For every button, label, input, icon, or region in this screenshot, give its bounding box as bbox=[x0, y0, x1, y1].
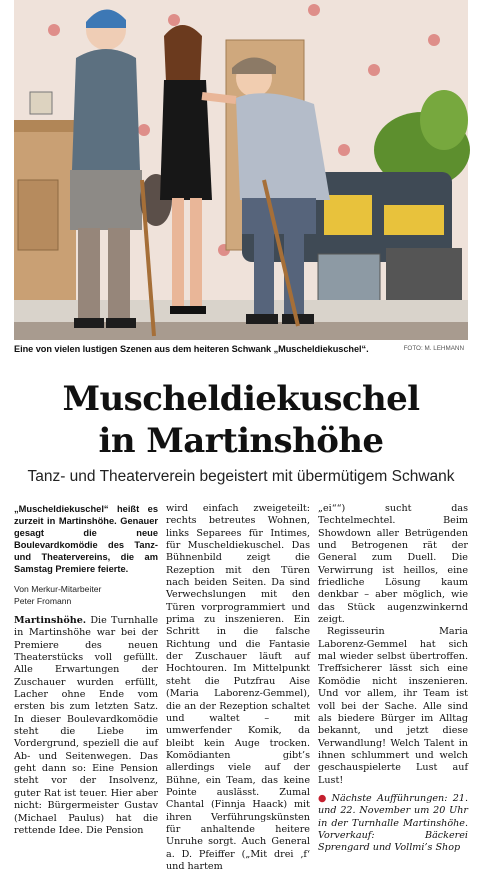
byline-role: Von Merkur-Mitarbeiter bbox=[14, 584, 102, 594]
article-column-1 bbox=[14, 503, 158, 836]
headline bbox=[0, 378, 482, 462]
article-column-3 bbox=[318, 503, 468, 854]
photo-credit: FOTO: M. LEHMANN bbox=[403, 345, 464, 352]
photo-caption: Eine von vielen lustigen Szenen aus dem heiteren Schwank „Muscheldiekuschel“. bbox=[14, 344, 369, 354]
headline-line-1: Muscheldiekuschel bbox=[62, 379, 420, 419]
column-1-body: Die Turnhalle in Martinshöhe war bei der Premiere des neuen Theaterstücks voll gefüllt. Alle Erwartungen der Zuschauer wurden erfüllt, Lacher ohne Ende vom ersten bis zum letzten Satz. In dieser Boulevardkomödie steht die Liebe im Vordergrund, speziell die auf Ab- und Seitenwegen. Das geht dann so: Eine Pension steht vor der Insolvenz, guter Rat ist teuer. Hier aber nicht: Bürgermeister Gustav (Michael Paulus) hat die rettende Idee. Die Pension bbox=[14, 615, 158, 836]
byline-author: Peter Fromann bbox=[14, 595, 72, 606]
headline-line-2: in Martinshöhe bbox=[98, 421, 384, 461]
byline bbox=[14, 584, 158, 607]
bullet-icon: ● bbox=[318, 792, 329, 804]
column-2-body: wird einfach zweigeteilt: rechts betreutes Wohnen, links Separees für Intimes, für Muscheldiekuschel. Das Bühnenbild zeigt die Rezeption mit den Türen nach beiden Seiten. Da sind Verwechslungen mit den Türen vorprogrammiert und prima zu inszenieren. Ein Schritt in die falsche Richtung und die Fantasie der Zuschauer läuft auf Hochtouren. Im Mittelpunkt steht die Putzfrau Aise (Maria Laborenz-Gemmel), die an der Rezeption schaltet und waltet – mit umwerfender Komik, da bleibt kein Auge trocken. Komödianten gibt’s allerdings viele auf der Bühne, ein Team, das keine Pointe auslässt. Zumal Chantal (Finnja Haack) mit ihren Verführungskünsten für anhaltende heitere Unruhe sorgt. Auch General a. D. Pfeiffer („Mit drei ‚f‘ und hartem bbox=[166, 503, 310, 872]
subheadline: Tanz- und Theaterverein begeistert mit übermütigem Schwank bbox=[27, 468, 455, 485]
photo-caption-row bbox=[14, 344, 468, 360]
column-3-paragraph-1: „ei““) sucht das Techtelmechtel. Beim Showdown aller Betrügenden und Betrogenen rät der General zum Duell. Die Verwirrung ist heillos, eine friedliche Lösung kaum denkbar – aber möglich, wie das Stück augenzwinkernd zeigt. bbox=[318, 503, 468, 626]
article-lead: „Muscheldiekuschel“ heißt es zurzeit in Martinshöhe. Genauer gesagt die neue Boulevardkomödie des Tanz- und Theatervereins, die am Samstag Premiere feierte. bbox=[14, 504, 158, 574]
performance-note-text: Nächste Aufführungen: 21. und 22. November um 20 Uhr in der Turnhalle Martinshöhe. Vorverkauf: Bäckerei Sprengard und Vollmi’s Shop bbox=[318, 792, 468, 854]
column-3-paragraph-2: Regisseurin Maria Laborenz-Gemmel hat sich mal wieder selbst übertroffen. Treffsicherer lässt sich eine Komödie nicht inszenieren. Und vor allem, ihr Team ist voll bei der Sache. Alle sind als biedere Bürger im Alltag bekannt, und jetzt diese Verwandlung! Welch Talent in ihnen schlummert und welch geschauspielerte Lust auf Lust! bbox=[318, 626, 468, 786]
article-paragraph bbox=[14, 615, 158, 837]
performance-note bbox=[318, 793, 468, 855]
dateline: Martinshöhe. bbox=[14, 615, 87, 626]
article-photo bbox=[14, 0, 468, 340]
article-column-2 bbox=[166, 503, 310, 872]
stage-scene-illustration bbox=[14, 0, 468, 340]
